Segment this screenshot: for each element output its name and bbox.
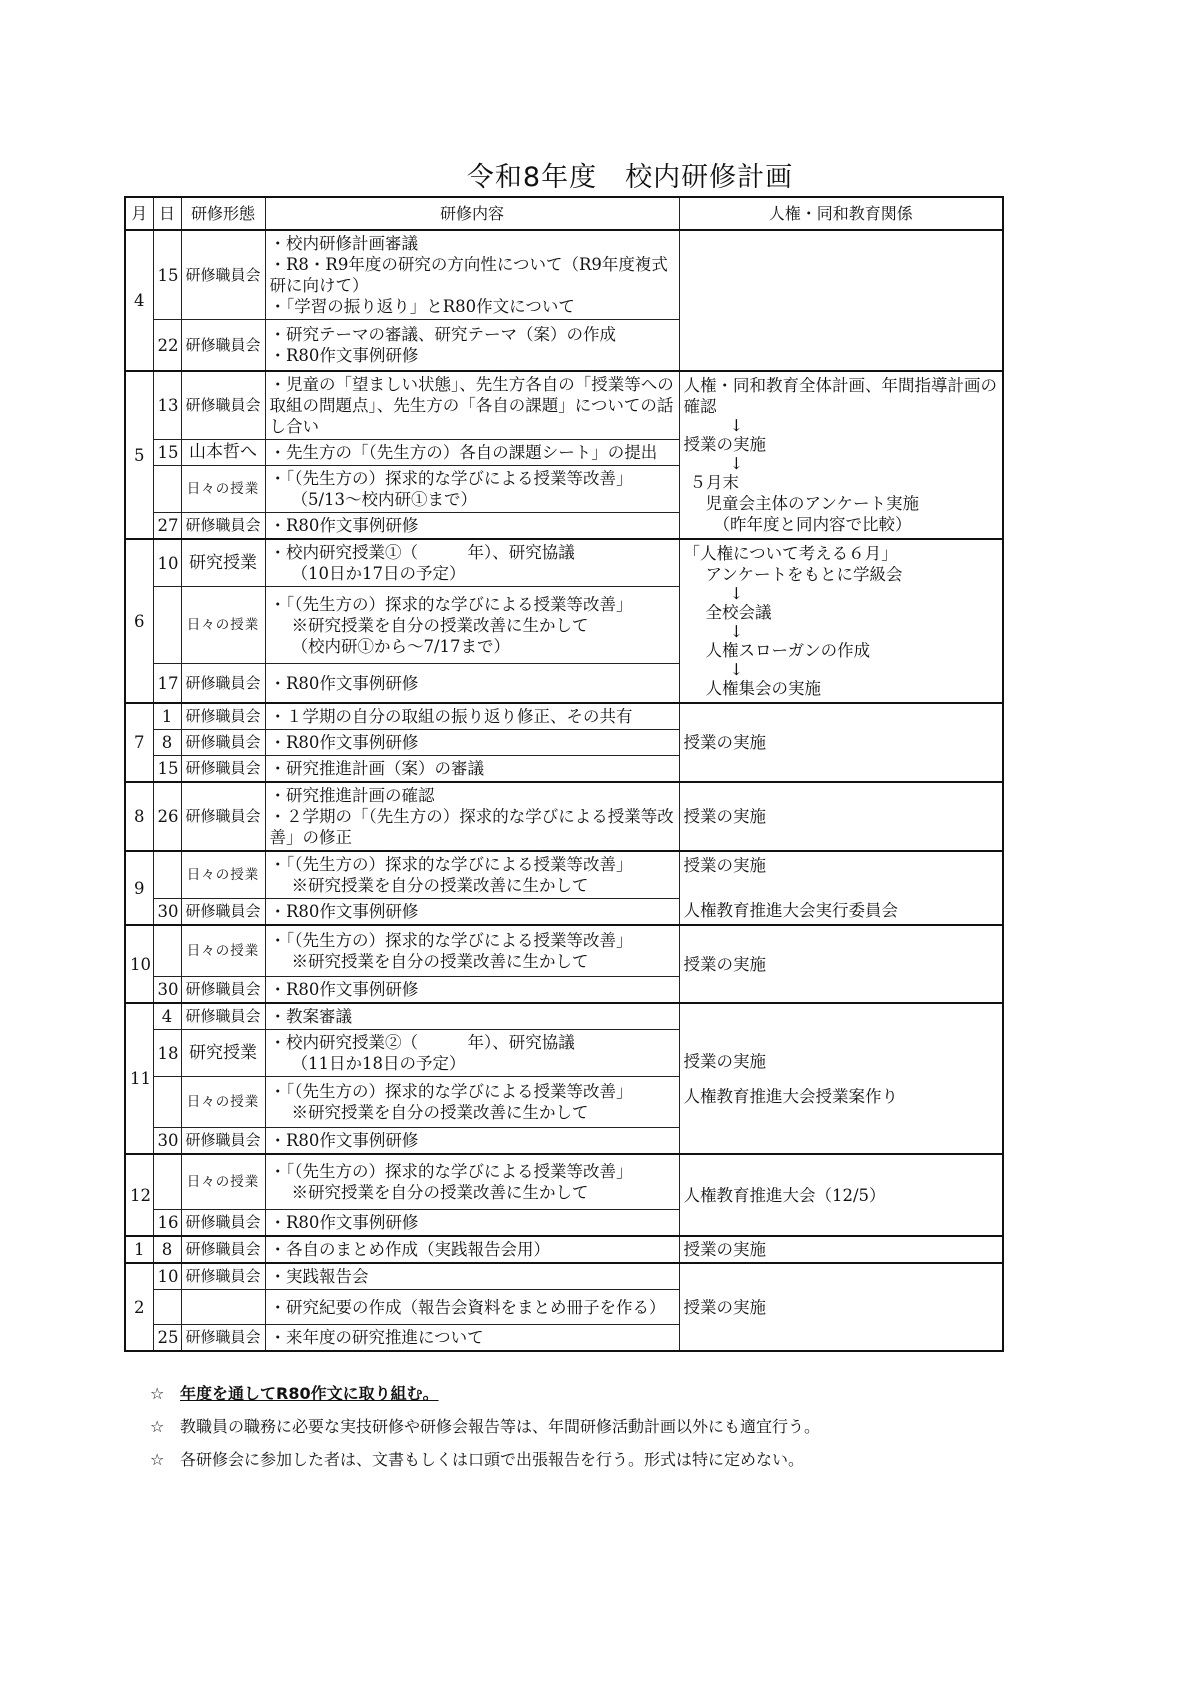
- month-cell: 5: [125, 371, 153, 539]
- content-line: ・「（先生方の）探求的な学びによる授業等改善」: [269, 1082, 633, 1101]
- content-cell: [265, 1003, 679, 1030]
- content-cell: [265, 371, 679, 440]
- star-icon: ☆: [150, 1417, 165, 1436]
- form-cell: 研修職員会: [181, 320, 265, 372]
- content-cell: [265, 1154, 679, 1210]
- content-line: ・「（先生方の）探求的な学びによる授業等改善」: [269, 469, 633, 488]
- rights-cell: [679, 703, 1003, 782]
- table-row: [125, 1154, 1003, 1210]
- content-line: ※研究授業を自分の授業改善に生かして: [291, 1103, 589, 1122]
- table-header-row: [125, 197, 1003, 230]
- content-cell: [265, 756, 679, 783]
- day-cell: 8: [153, 1236, 181, 1263]
- content-line: ・R80作文事例研修: [269, 1213, 419, 1232]
- day-cell: 13: [153, 371, 181, 440]
- content-line: ・研究テーマの審議、研究テーマ（案）の作成: [269, 325, 616, 344]
- content-line: （5/13～校内研①まで）: [291, 490, 478, 509]
- content-line: ・「（先生方の）探求的な学びによる授業等改善」: [269, 855, 633, 874]
- form-cell: 研修職員会: [181, 730, 265, 756]
- content-line: ・実践報告会: [269, 1267, 369, 1286]
- rights-line: アンケートをもとに学級会: [705, 565, 903, 584]
- content-cell: [265, 320, 679, 372]
- content-cell: [265, 587, 679, 664]
- rights-line: 人権集会の実施: [705, 679, 821, 698]
- form-cell: 研修職員会: [181, 1128, 265, 1155]
- form-cell: [181, 1290, 265, 1325]
- content-cell: [265, 466, 679, 513]
- month-cell: 2: [125, 1263, 153, 1351]
- content-line: ・R8・R9年度の研究の方向性について（R9年度複式研に向けて）: [269, 255, 668, 295]
- table-row: [125, 230, 1003, 320]
- month-cell: 6: [125, 539, 153, 703]
- form-cell: 研修職員会: [181, 230, 265, 320]
- table-row: [125, 782, 1003, 851]
- table-row: [125, 1263, 1003, 1290]
- day-cell: 16: [153, 1210, 181, 1237]
- form-cell: 山本哲へ: [181, 440, 265, 466]
- rights-line: 授業の実施: [683, 1297, 766, 1317]
- form-cell: 研修職員会: [181, 1236, 265, 1263]
- content-line: ・校内研究授業②（ 年）、研究協議: [269, 1033, 575, 1052]
- month-cell: 11: [125, 1003, 153, 1154]
- note-item: [150, 1417, 820, 1437]
- month-cell: 9: [125, 851, 153, 925]
- arrow-down-icon: ↓: [729, 622, 744, 641]
- form-cell: 研修職員会: [181, 977, 265, 1004]
- rights-line: 授業の実施: [683, 1240, 766, 1259]
- content-cell: [265, 851, 679, 899]
- content-cell: [265, 440, 679, 466]
- content-line: （10日か17日の予定）: [291, 564, 466, 583]
- form-cell: 研修職員会: [181, 371, 265, 440]
- content-line: ・研究推進計画の確認: [269, 786, 435, 805]
- form-cell: 研修職員会: [181, 703, 265, 730]
- form-cell: 研修職員会: [181, 1263, 265, 1290]
- content-cell: [265, 230, 679, 320]
- header-form: 研修形態: [181, 197, 265, 230]
- content-cell: [265, 703, 679, 730]
- content-line: ・「学習の振り返り」とR80作文について: [269, 297, 575, 316]
- table-row: [125, 703, 1003, 730]
- month-cell: 12: [125, 1154, 153, 1236]
- rights-line: 児童会主体のアンケート実施: [705, 494, 920, 513]
- arrow-down-icon: ↓: [729, 584, 744, 603]
- day-cell: 8: [153, 730, 181, 756]
- day-cell: 30: [153, 1128, 181, 1155]
- content-cell: [265, 513, 679, 540]
- note-text: 教職員の職務に必要な実技研修や研修会報告等は、年間研修活動計画以外にも適宜行う。: [180, 1417, 821, 1436]
- content-line: ・１学期の自分の取組の振り返り修正、その共有: [269, 707, 633, 726]
- form-cell: 研修職員会: [181, 1210, 265, 1237]
- content-cell: [265, 1128, 679, 1155]
- rights-cell: [679, 371, 1003, 539]
- day-cell: [153, 466, 181, 513]
- content-line: ・研究紀要の作成（報告会資料をまとめ冊子を作る）: [269, 1297, 666, 1317]
- header-day: 日: [153, 197, 181, 230]
- content-line: ・「（先生方の）探求的な学びによる授業等改善」: [269, 931, 633, 950]
- rights-line: 授業の実施: [683, 954, 766, 974]
- content-line: ・R80作文事例研修: [269, 1131, 419, 1150]
- content-line: ・２学期の「（先生方の）探求的な学びによる授業等改善」の修正: [269, 807, 674, 847]
- day-cell: [153, 587, 181, 664]
- content-line: ・各自のまとめ作成（実践報告会用）: [269, 1240, 550, 1259]
- content-cell: [265, 1290, 679, 1325]
- rights-line: 「人権について考える６月」: [683, 544, 898, 563]
- form-cell: 日々の授業: [181, 466, 265, 513]
- note-item: [150, 1450, 820, 1470]
- day-cell: 10: [153, 1263, 181, 1290]
- content-line: ・「（先生方の）探求的な学びによる授業等改善」: [269, 1162, 633, 1181]
- table-row: [125, 1236, 1003, 1263]
- day-cell: 22: [153, 320, 181, 372]
- rights-line: 人権教育推進大会（12/5）: [683, 1185, 886, 1205]
- content-cell: [265, 1263, 679, 1290]
- form-cell: 研修職員会: [181, 756, 265, 783]
- day-cell: 25: [153, 1325, 181, 1352]
- rights-cell: [679, 851, 1003, 925]
- content-cell: [265, 730, 679, 756]
- rights-cell: [679, 1236, 1003, 1263]
- table-row: [125, 539, 1003, 587]
- content-cell: [265, 1325, 679, 1352]
- content-cell: [265, 899, 679, 926]
- content-cell: [265, 1030, 679, 1077]
- form-cell: 日々の授業: [181, 851, 265, 899]
- day-cell: 26: [153, 782, 181, 851]
- content-line: ・「（先生方の）探求的な学びによる授業等改善」: [269, 594, 633, 614]
- table-row: [125, 851, 1003, 899]
- note-text: 年度を通してR80作文に取り組む。: [180, 1384, 439, 1403]
- form-cell: 日々の授業: [181, 925, 265, 977]
- rights-line: 授業の実施: [683, 1051, 766, 1071]
- content-line: ・児童の「望ましい状態」、先生方各自の「授業等への取組の問題点」、先生方の「各自の課題」についての話し合い: [269, 375, 674, 436]
- day-cell: [153, 1077, 181, 1128]
- content-line: ・教案審議: [269, 1007, 352, 1026]
- table-row: [125, 925, 1003, 977]
- rights-line: 人権・同和教育全体計画、年間指導計画の確認: [683, 376, 997, 416]
- day-cell: 15: [153, 230, 181, 320]
- form-cell: 日々の授業: [181, 1077, 265, 1128]
- day-cell: 18: [153, 1030, 181, 1077]
- content-line: ・校内研究授業①（ 年）、研究協議: [269, 543, 575, 562]
- header-rights: 人権・同和教育関係: [679, 197, 1003, 230]
- form-cell: 研修職員会: [181, 899, 265, 926]
- content-line: ・先生方の「（先生方の）各自の課題シート」の提出: [269, 443, 658, 462]
- rights-line: （昨年度と同内容で比較）: [713, 515, 912, 534]
- month-cell: 4: [125, 230, 153, 371]
- content-line: ・R80作文事例研修: [269, 673, 419, 693]
- content-cell: [265, 925, 679, 977]
- header-month: 月: [125, 197, 153, 230]
- rights-cell: [679, 230, 1003, 371]
- rights-cell: [679, 539, 1003, 703]
- rights-line: ５月末: [689, 473, 739, 492]
- form-cell: 研究授業: [181, 539, 265, 587]
- table-row: [125, 371, 1003, 440]
- content-line: ※研究授業を自分の授業改善に生かして: [291, 615, 589, 635]
- content-line: ・校内研修計画審議: [269, 234, 418, 253]
- rights-line: 授業の実施: [683, 856, 766, 875]
- form-cell: 研修職員会: [181, 664, 265, 704]
- form-cell: 研修職員会: [181, 513, 265, 540]
- arrow-down-icon: ↓: [729, 660, 744, 679]
- star-icon: ☆: [150, 1384, 165, 1403]
- content-cell: [265, 1210, 679, 1237]
- day-cell: [153, 851, 181, 899]
- rights-line: 人権教育推進大会授業案作り: [683, 1086, 898, 1106]
- content-line: ・来年度の研究推進について: [269, 1328, 484, 1347]
- month-cell: 8: [125, 782, 153, 851]
- table-row: [125, 1003, 1003, 1030]
- arrow-down-icon: ↓: [729, 454, 744, 473]
- content-line: ※研究授業を自分の授業改善に生かして: [291, 952, 589, 971]
- rights-cell: [679, 1003, 1003, 1154]
- header-content: 研修内容: [265, 197, 679, 230]
- content-line: ※研究授業を自分の授業改善に生かして: [291, 876, 589, 895]
- day-cell: 10: [153, 539, 181, 587]
- content-cell: [265, 1236, 679, 1263]
- content-line: ・R80作文事例研修: [269, 516, 419, 535]
- day-cell: 27: [153, 513, 181, 540]
- day-cell: 30: [153, 977, 181, 1004]
- day-cell: 4: [153, 1003, 181, 1030]
- day-cell: [153, 1290, 181, 1325]
- rights-line: 人権教育推進大会実行委員会: [683, 901, 898, 920]
- month-cell: 7: [125, 703, 153, 782]
- day-cell: 30: [153, 899, 181, 926]
- form-cell: 研修職員会: [181, 1325, 265, 1352]
- training-plan-table: [124, 196, 1004, 1352]
- note-text: 各研修会に参加した者は、文書もしくは口頭で出張報告を行う。形式は特に定めない。: [180, 1450, 805, 1469]
- rights-line: 全校会議: [705, 603, 772, 622]
- content-cell: [265, 539, 679, 587]
- content-cell: [265, 782, 679, 851]
- rights-cell: [679, 1263, 1003, 1351]
- form-cell: 日々の授業: [181, 1154, 265, 1210]
- day-cell: 15: [153, 440, 181, 466]
- notes-section: [150, 1384, 820, 1483]
- content-line: （校内研①から～7/17まで）: [291, 636, 511, 656]
- rights-cell: [679, 1154, 1003, 1236]
- arrow-down-icon: ↓: [729, 416, 744, 435]
- day-cell: [153, 925, 181, 977]
- day-cell: 15: [153, 756, 181, 783]
- star-icon: ☆: [150, 1450, 165, 1469]
- note-item: [150, 1384, 820, 1404]
- content-line: ・R80作文事例研修: [269, 346, 419, 365]
- content-line: ・R80作文事例研修: [269, 980, 419, 999]
- form-cell: 日々の授業: [181, 587, 265, 664]
- content-cell: [265, 1077, 679, 1128]
- content-cell: [265, 977, 679, 1004]
- form-cell: 研修職員会: [181, 1003, 265, 1030]
- rights-cell: [679, 782, 1003, 851]
- page-title: 令和8年度 校内研修計画: [466, 162, 794, 193]
- rights-line: 人権スローガンの作成: [705, 641, 871, 660]
- content-line: ・研究推進計画（案）の審議: [269, 759, 484, 778]
- content-line: ※研究授業を自分の授業改善に生かして: [291, 1183, 589, 1202]
- content-line: （11日か18日の予定）: [291, 1054, 466, 1073]
- form-cell: 研究授業: [181, 1030, 265, 1077]
- day-cell: 1: [153, 703, 181, 730]
- rights-line: 授業の実施: [683, 807, 766, 826]
- day-cell: 17: [153, 664, 181, 704]
- day-cell: [153, 1154, 181, 1210]
- form-cell: 研修職員会: [181, 782, 265, 851]
- rights-cell: [679, 925, 1003, 1003]
- rights-line: 授業の実施: [683, 733, 766, 752]
- content-line: ・R80作文事例研修: [269, 902, 419, 921]
- month-cell: 10: [125, 925, 153, 1003]
- content-cell: [265, 664, 679, 704]
- month-cell: 1: [125, 1236, 153, 1263]
- rights-line: 授業の実施: [683, 435, 766, 454]
- content-line: ・R80作文事例研修: [269, 733, 419, 752]
